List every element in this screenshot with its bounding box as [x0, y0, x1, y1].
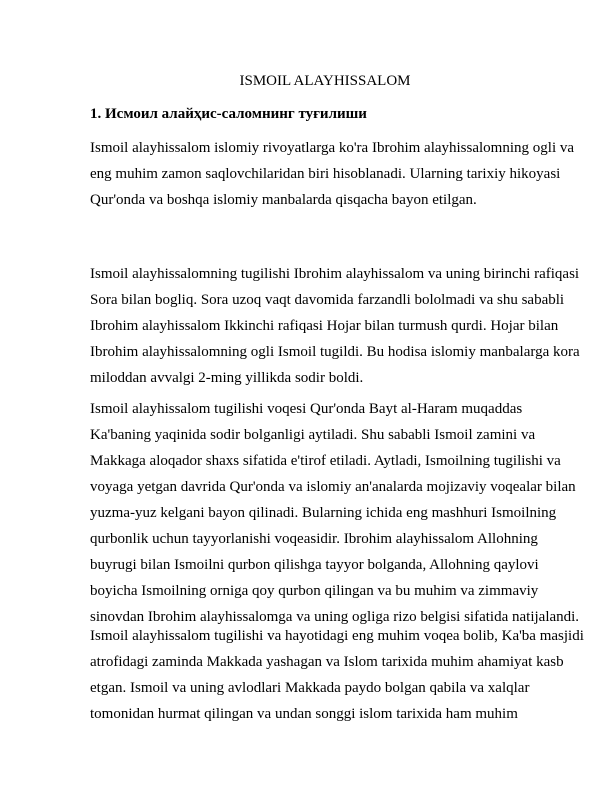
paragraph-line: qurbonlik uchun tayyorlanishi voqeasidir. Ibrohim alayhissalom Allohning [90, 531, 538, 547]
paragraph-line: Ismoil alayhissalomning tugilishi Ibrohim alayhissalom va uning birinchi rafiqasi [90, 266, 580, 282]
paragraph-line: Ismoil alayhissalom tugilishi voqesi Qur'onda Bayt al-Haram muqaddas [90, 401, 523, 417]
paragraph-line: miloddan avvalgi 2-ming yillikda sodir boldi. [90, 370, 364, 386]
paragraph-line: buyrugi bilan Ismoilni qurbon qilishga tayyor bolganda, Allohning qaylovi [90, 557, 539, 573]
paragraph-line: tomonidan hurmat qilingan va undan songgi islom tarixida ham muhim [90, 706, 518, 722]
paragraph-line: etgan. Ismoil va uning avlodlari Makkada paydo bolgan qabila va xalqlar [90, 680, 530, 696]
section-heading: 1. Исмоил алайҳис-саломнинг туғилиши [90, 106, 367, 122]
paragraph-line: boyicha Ismoilning orniga qoy qurbon qilingan va bu muhim va zimmaviy [90, 583, 539, 599]
paragraph-line: yuzma-yuz kelgani bayon qilinadi. Bularning ichida eng mashhuri Ismoilning [90, 505, 557, 521]
paragraph-1 [90, 139, 575, 217]
paragraph-line: sinovdan Ibrohim alayhissalomga va uning ogliga rizo belgisi sifatida natijalandi. [90, 609, 580, 625]
paragraph-line: eng muhim zamon saqlovchilaridan biri hisoblanadi. Ularning tarixiy hikoyasi [90, 166, 561, 182]
paragraph-3 [90, 400, 580, 634]
paragraph-line: Makkaga aloqador shaxs sifatida e'tirof etiladi. Aytladi, Ismoilning tugilishi va [90, 453, 561, 469]
paragraph-line: atrofidagi zaminda Makkada yashagan va Islom tarixida muhim ahamiyat kasb [90, 654, 564, 670]
paragraph-line: Ismoil alayhissalom tugilishi va hayotidagi eng muhim voqea bolib, Ka'ba masjidi [90, 628, 584, 644]
paragraph-2 [90, 265, 580, 395]
paragraph-line: Ibrohim alayhissalomning ogli Ismoil tugildi. Bu hodisa islomiy manbalarga kora [90, 344, 580, 360]
paragraph-line: Ismoil alayhissalom islomiy rivoyatlarga ko'ra Ibrohim alayhissalomning ogli va [90, 140, 575, 156]
paragraph-line: Ibrohim alayhissalom Ikkinchi rafiqasi Hojar bilan turmush qurdi. Hojar bilan [90, 318, 559, 334]
paragraph-4 [90, 627, 584, 731]
paragraph-line: voyaga yetgan davrida Qur'onda va islomiy an'analarda mojizaviy voqealar bilan [90, 479, 576, 495]
page-title: ISMOIL ALAYHISSALOM [239, 73, 411, 89]
paragraph-line: Ka'baning yaqinida sodir bolganligi aytiladi. Shu sababli Ismoil zamini va [90, 427, 536, 443]
paragraph-line: Qur'onda va boshqa islomiy manbalarda qisqacha bayon etilgan. [90, 192, 477, 208]
paragraph-line: Sora bilan bogliq. Sora uzoq vaqt davomida farzandli bololmadi va shu sababli [90, 292, 565, 308]
